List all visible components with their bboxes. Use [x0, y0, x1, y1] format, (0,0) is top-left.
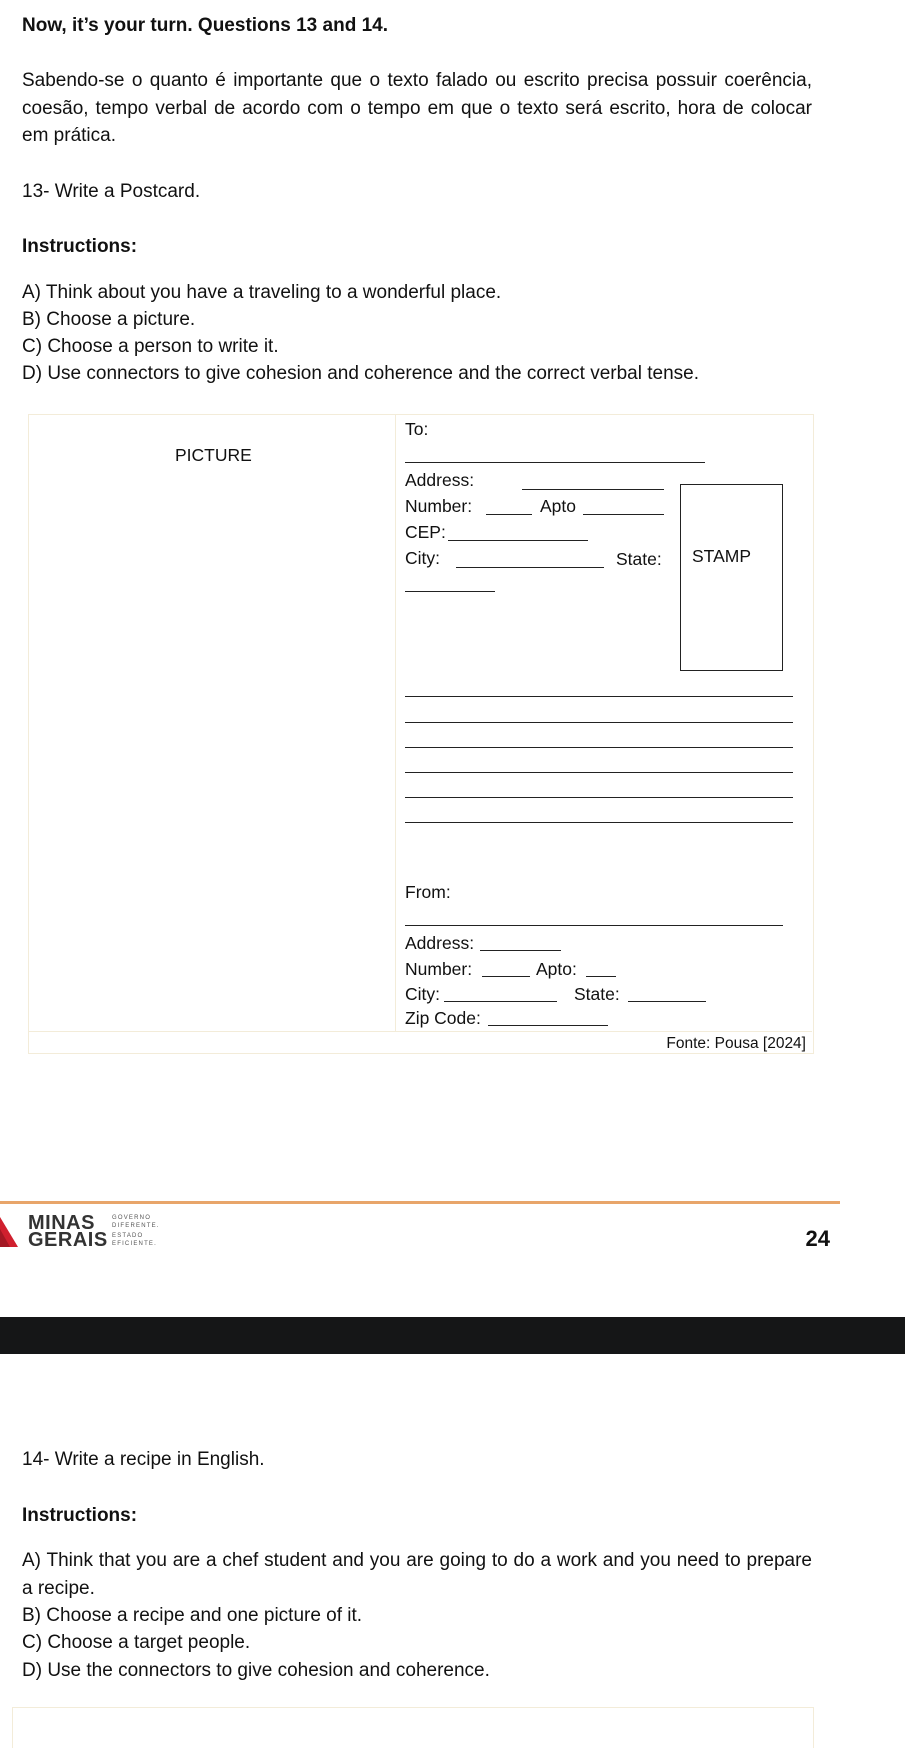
- logo-tag-3: ESTADO: [112, 1233, 144, 1239]
- from-number-label: Number:: [405, 959, 473, 979]
- instructions-label-14: Instructions:: [22, 1505, 138, 1526]
- picture-label: PICTURE: [175, 445, 252, 465]
- from-label: From:: [405, 882, 451, 902]
- from-address-field: [405, 931, 474, 955]
- number-label: Number:: [405, 496, 473, 516]
- number-line: [486, 514, 532, 515]
- footer-accent-line: [0, 1201, 840, 1204]
- logo-tag-1: GOVERNO: [112, 1215, 152, 1221]
- logo-line-1: MINAS: [28, 1212, 95, 1234]
- message-line: [405, 696, 793, 697]
- zip-code-label: Zip Code:: [405, 1008, 481, 1028]
- from-apto-field: [536, 957, 577, 981]
- stamp-box: [680, 484, 783, 671]
- logo-tag-2: DIFERENTE.: [112, 1223, 160, 1229]
- stamp-label: STAMP: [692, 546, 751, 566]
- from-city-label: City:: [405, 984, 440, 1004]
- postcard-divider: [395, 414, 396, 1031]
- from-address-label: Address:: [405, 933, 475, 953]
- message-line: [405, 772, 793, 773]
- cep-label: CEP:: [405, 522, 446, 542]
- message-line: [405, 747, 793, 748]
- instruction-13-d: D) Use connectors to give cohesion and coherence and the correct verbal tense.: [22, 363, 699, 384]
- state-label: State:: [616, 549, 662, 569]
- apto-field: [540, 494, 576, 518]
- city-line: [456, 567, 604, 568]
- zip-code-field: [405, 1006, 481, 1030]
- minas-gerais-logo: [0, 1213, 170, 1253]
- apto-label: Apto: [540, 496, 576, 516]
- question-14-title: 14- Write a recipe in English.: [22, 1449, 265, 1470]
- logo-mark-icon: [0, 1217, 20, 1253]
- instruction-14-a: A) Think that you are a chef student and you are going to do a work and you need to prepare a recipe.: [22, 1550, 812, 1599]
- zip-code-line: [488, 1025, 608, 1026]
- intro-paragraph: Sabendo-se o quanto é importante que o texto falado ou escrito precisa possuir coerência, coesão, tempo verbal de acordo com o tempo em que o texto será escrito, hora de colocar em prática.: [22, 70, 812, 146]
- instruction-13-a: A) Think about you have a traveling to a wonderful place.: [22, 282, 502, 303]
- state-field: [616, 547, 662, 571]
- instructions-label-13: Instructions:: [22, 236, 138, 257]
- message-line: [405, 822, 793, 823]
- state-continuation-line: [405, 591, 495, 592]
- city-field: [405, 546, 440, 570]
- postcard-bottom-row-line: [28, 1031, 812, 1032]
- question-13-title: 13- Write a Postcard.: [22, 181, 201, 202]
- from-number-line: [482, 976, 530, 977]
- address-field: [405, 468, 474, 492]
- instruction-14-c: C) Choose a target people.: [22, 1632, 251, 1653]
- page-heading: Now, it’s your turn. Questions 13 and 14.: [22, 15, 388, 36]
- from-line: [405, 925, 783, 926]
- city-label: City:: [405, 548, 440, 568]
- from-city-line: [444, 1001, 557, 1002]
- address-label: Address:: [405, 470, 475, 490]
- instruction-13-c: C) Choose a person to write it.: [22, 336, 279, 357]
- to-line: [405, 462, 705, 463]
- address-line: [522, 489, 664, 490]
- message-line: [405, 797, 793, 798]
- from-state-label: State:: [574, 984, 620, 1004]
- page-number: 24: [805, 1226, 830, 1251]
- number-field: [405, 494, 472, 518]
- instruction-14-b: B) Choose a recipe and one picture of it.: [22, 1605, 363, 1626]
- from-state-line: [628, 1001, 706, 1002]
- instruction-13-b: B) Choose a picture.: [22, 309, 196, 330]
- to-label: To:: [405, 419, 429, 439]
- logo-line-2: GERAIS: [28, 1229, 108, 1251]
- logo-tag-4: EFICIENTE.: [112, 1241, 158, 1247]
- from-number-field: [405, 957, 472, 981]
- from-state-field: [574, 982, 620, 1006]
- page-separator-bar: [0, 1317, 905, 1354]
- cep-field: [405, 520, 446, 544]
- instruction-14-d: D) Use the connectors to give cohesion and coherence.: [22, 1660, 490, 1681]
- message-line: [405, 722, 793, 723]
- from-city-field: [405, 982, 440, 1006]
- from-apto-label: Apto:: [536, 959, 577, 979]
- recipe-box-top: [12, 1707, 814, 1748]
- apto-line: [583, 514, 664, 515]
- from-address-line: [480, 950, 561, 951]
- postcard-source: Fonte: Pousa [2024]: [666, 1035, 806, 1052]
- cep-line: [448, 540, 588, 541]
- from-apto-line: [586, 976, 616, 977]
